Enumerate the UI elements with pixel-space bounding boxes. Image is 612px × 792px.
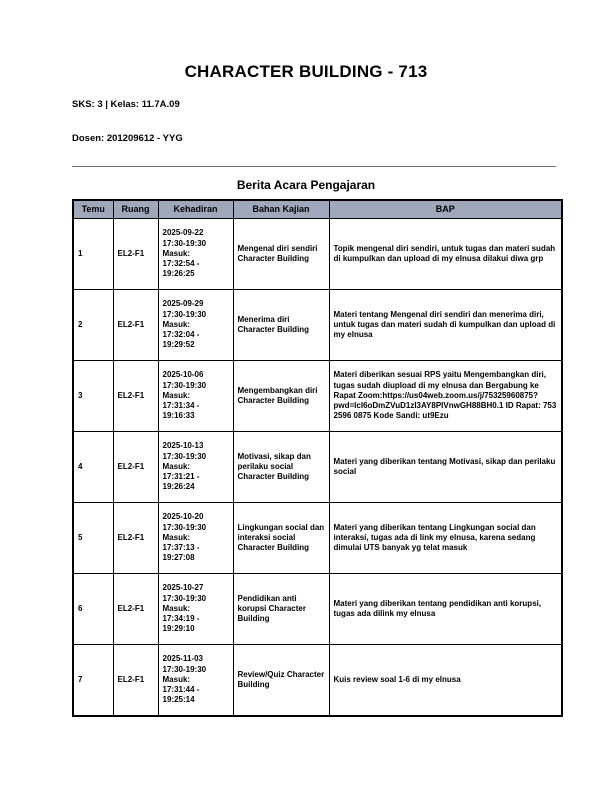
cell-temu: 7 bbox=[73, 645, 113, 717]
cell-kehadiran bbox=[158, 432, 233, 503]
table-header bbox=[73, 200, 562, 219]
kehadiran-line: 17:31:34 - bbox=[162, 401, 200, 411]
berita-acara-table bbox=[72, 199, 563, 717]
kehadiran-line: 2025-10-06 bbox=[162, 370, 204, 380]
kehadiran-line: 2025-10-27 bbox=[162, 583, 204, 593]
kehadiran-line: Masuk: bbox=[162, 248, 191, 258]
section-title: Berita Acara Pengajaran bbox=[236, 178, 376, 192]
kehadiran-line: 19:29:52 bbox=[162, 340, 195, 350]
cell-temu: 3 bbox=[73, 361, 113, 432]
cell-bap: Materi diberikan sesuai RPS yaitu Mengembangkan diri, tugas sudah diupload di my elnusa dan Bergabung ke Rapat Zoom:https://us04web.zoom.us/j/75325960875?pwd=IcI6oDmZVuD1zI3AY8PIVnwGH88BH0.1 ID Rapat: 753 2596 0875 Kode Sandi: ut9Ezu bbox=[329, 361, 562, 432]
kehadiran-line: 17:32:04 - bbox=[162, 330, 200, 340]
kehadiran-line: 17:30-19:30 bbox=[162, 451, 207, 461]
cell-temu: 2 bbox=[73, 290, 113, 361]
kehadiran-line: Masuk: bbox=[162, 532, 191, 542]
cell-kehadiran bbox=[158, 219, 233, 290]
column-header-kehadiran: Kehadiran bbox=[158, 200, 233, 219]
kehadiran-line: 17:30-19:30 bbox=[162, 309, 207, 319]
cell-ruang: EL2-F1 bbox=[113, 290, 158, 361]
kehadiran-line: 2025-10-13 bbox=[162, 441, 204, 451]
divider bbox=[72, 166, 556, 167]
kehadiran-line: Masuk: bbox=[162, 319, 191, 329]
kehadiran-line: Masuk: bbox=[162, 390, 191, 400]
kehadiran-line: 17:30-19:30 bbox=[162, 664, 207, 674]
cell-kehadiran bbox=[158, 503, 233, 574]
kehadiran-line: 17:30-19:30 bbox=[162, 238, 207, 248]
column-header-ruang: Ruang bbox=[113, 200, 158, 219]
cell-temu: 5 bbox=[73, 503, 113, 574]
kehadiran-line: 19:25:14 bbox=[162, 695, 195, 705]
table-row bbox=[73, 645, 562, 717]
kehadiran-line: 17:31:44 - bbox=[162, 685, 200, 695]
cell-bap: Topik mengenal diri sendiri, untuk tugas dan materi sudah di kumpulkan dan upload di my elnusa dilakui diwa grp bbox=[329, 219, 562, 290]
cell-bap: Materi yang diberikan tentang Lingkungan social dan interaksi, tugas ada di link my elnusa, karena sedang dimulai UTS banyak yg telat masuk bbox=[329, 503, 562, 574]
kehadiran-line: 2025-11-03 bbox=[162, 654, 203, 664]
kehadiran-line: 17:30-19:30 bbox=[162, 380, 207, 390]
kehadiran-line: Masuk: bbox=[162, 461, 191, 471]
kehadiran-line: 2025-09-29 bbox=[162, 299, 204, 309]
kehadiran-line: 17:30-19:30 bbox=[162, 522, 207, 532]
cell-bahan-kajian: Mengenal diri sendiri Character Building bbox=[233, 219, 329, 290]
cell-bahan-kajian: Mengembangkan diri Character Building bbox=[233, 361, 329, 432]
cell-bahan-kajian: Pendidikan anti korupsi Character Building bbox=[233, 574, 329, 645]
column-header-bap: BAP bbox=[329, 200, 562, 219]
cell-kehadiran bbox=[158, 361, 233, 432]
cell-ruang: EL2-F1 bbox=[113, 219, 158, 290]
cell-bap: Kuis review soal 1-6 di my elnusa bbox=[329, 645, 562, 717]
kehadiran-line: 19:29:10 bbox=[162, 624, 195, 634]
cell-bahan-kajian: Lingkungan social dan interaksi social Character Building bbox=[233, 503, 329, 574]
column-header-temu: Temu bbox=[73, 200, 113, 219]
kehadiran-line: 17:37:13 - bbox=[162, 543, 200, 553]
cell-bap: Materi yang diberikan tentang Motivasi, sikap dan perilaku social bbox=[329, 432, 562, 503]
cell-bahan-kajian: Motivasi, sikap dan perilaku social Character Building bbox=[233, 432, 329, 503]
cell-temu: 1 bbox=[73, 219, 113, 290]
kehadiran-line: 19:26:24 bbox=[162, 482, 195, 492]
course-meta: SKS: 3 | Kelas: 11.7A.09 bbox=[72, 99, 180, 110]
cell-kehadiran bbox=[158, 645, 233, 717]
kehadiran-line: 19:16:33 bbox=[162, 411, 195, 421]
cell-bahan-kajian: Menerima diri Character Building bbox=[233, 290, 329, 361]
table-row bbox=[73, 290, 562, 361]
cell-kehadiran bbox=[158, 290, 233, 361]
kehadiran-line: 17:30-19:30 bbox=[162, 593, 207, 603]
cell-temu: 4 bbox=[73, 432, 113, 503]
kehadiran-line: Masuk: bbox=[162, 674, 191, 684]
table-row bbox=[73, 503, 562, 574]
cell-ruang: EL2-F1 bbox=[113, 645, 158, 717]
page-title: CHARACTER BUILDING - 713 bbox=[184, 62, 428, 81]
table-row bbox=[73, 361, 562, 432]
cell-bap: Materi tentang Mengenal diri sendiri dan menerima diri, untuk tugas dan materi sudah di kumpulkan dan upload di my elnusa bbox=[329, 290, 562, 361]
cell-ruang: EL2-F1 bbox=[113, 432, 158, 503]
bap-table-body bbox=[73, 219, 562, 717]
cell-bap: Materi yang diberikan tentang pendidikan anti korupsi, tugas ada dilink my elnusa bbox=[329, 574, 562, 645]
column-header-bahan-kajian: Bahan Kajian bbox=[233, 200, 329, 219]
kehadiran-line: 2025-09-22 bbox=[162, 228, 204, 238]
table-row bbox=[73, 219, 562, 290]
cell-bahan-kajian: Review/Quiz Character Building bbox=[233, 645, 329, 717]
kehadiran-line: 2025-10-20 bbox=[162, 512, 204, 522]
kehadiran-line: 17:31:21 - bbox=[162, 472, 200, 482]
kehadiran-line: 17:34:19 - bbox=[162, 614, 200, 624]
lecturer-meta: Dosen: 201209612 - YYG bbox=[72, 133, 183, 144]
cell-ruang: EL2-F1 bbox=[113, 574, 158, 645]
kehadiran-line: 17:32:54 - bbox=[162, 259, 200, 269]
kehadiran-line: 19:27:08 bbox=[162, 553, 195, 563]
cell-kehadiran bbox=[158, 574, 233, 645]
cell-ruang: EL2-F1 bbox=[113, 503, 158, 574]
header-row bbox=[73, 200, 562, 219]
cell-temu: 6 bbox=[73, 574, 113, 645]
kehadiran-line: 19:26:25 bbox=[162, 269, 195, 279]
cell-ruang: EL2-F1 bbox=[113, 361, 158, 432]
kehadiran-line: Masuk: bbox=[162, 603, 191, 613]
table-row bbox=[73, 574, 562, 645]
table-row bbox=[73, 432, 562, 503]
